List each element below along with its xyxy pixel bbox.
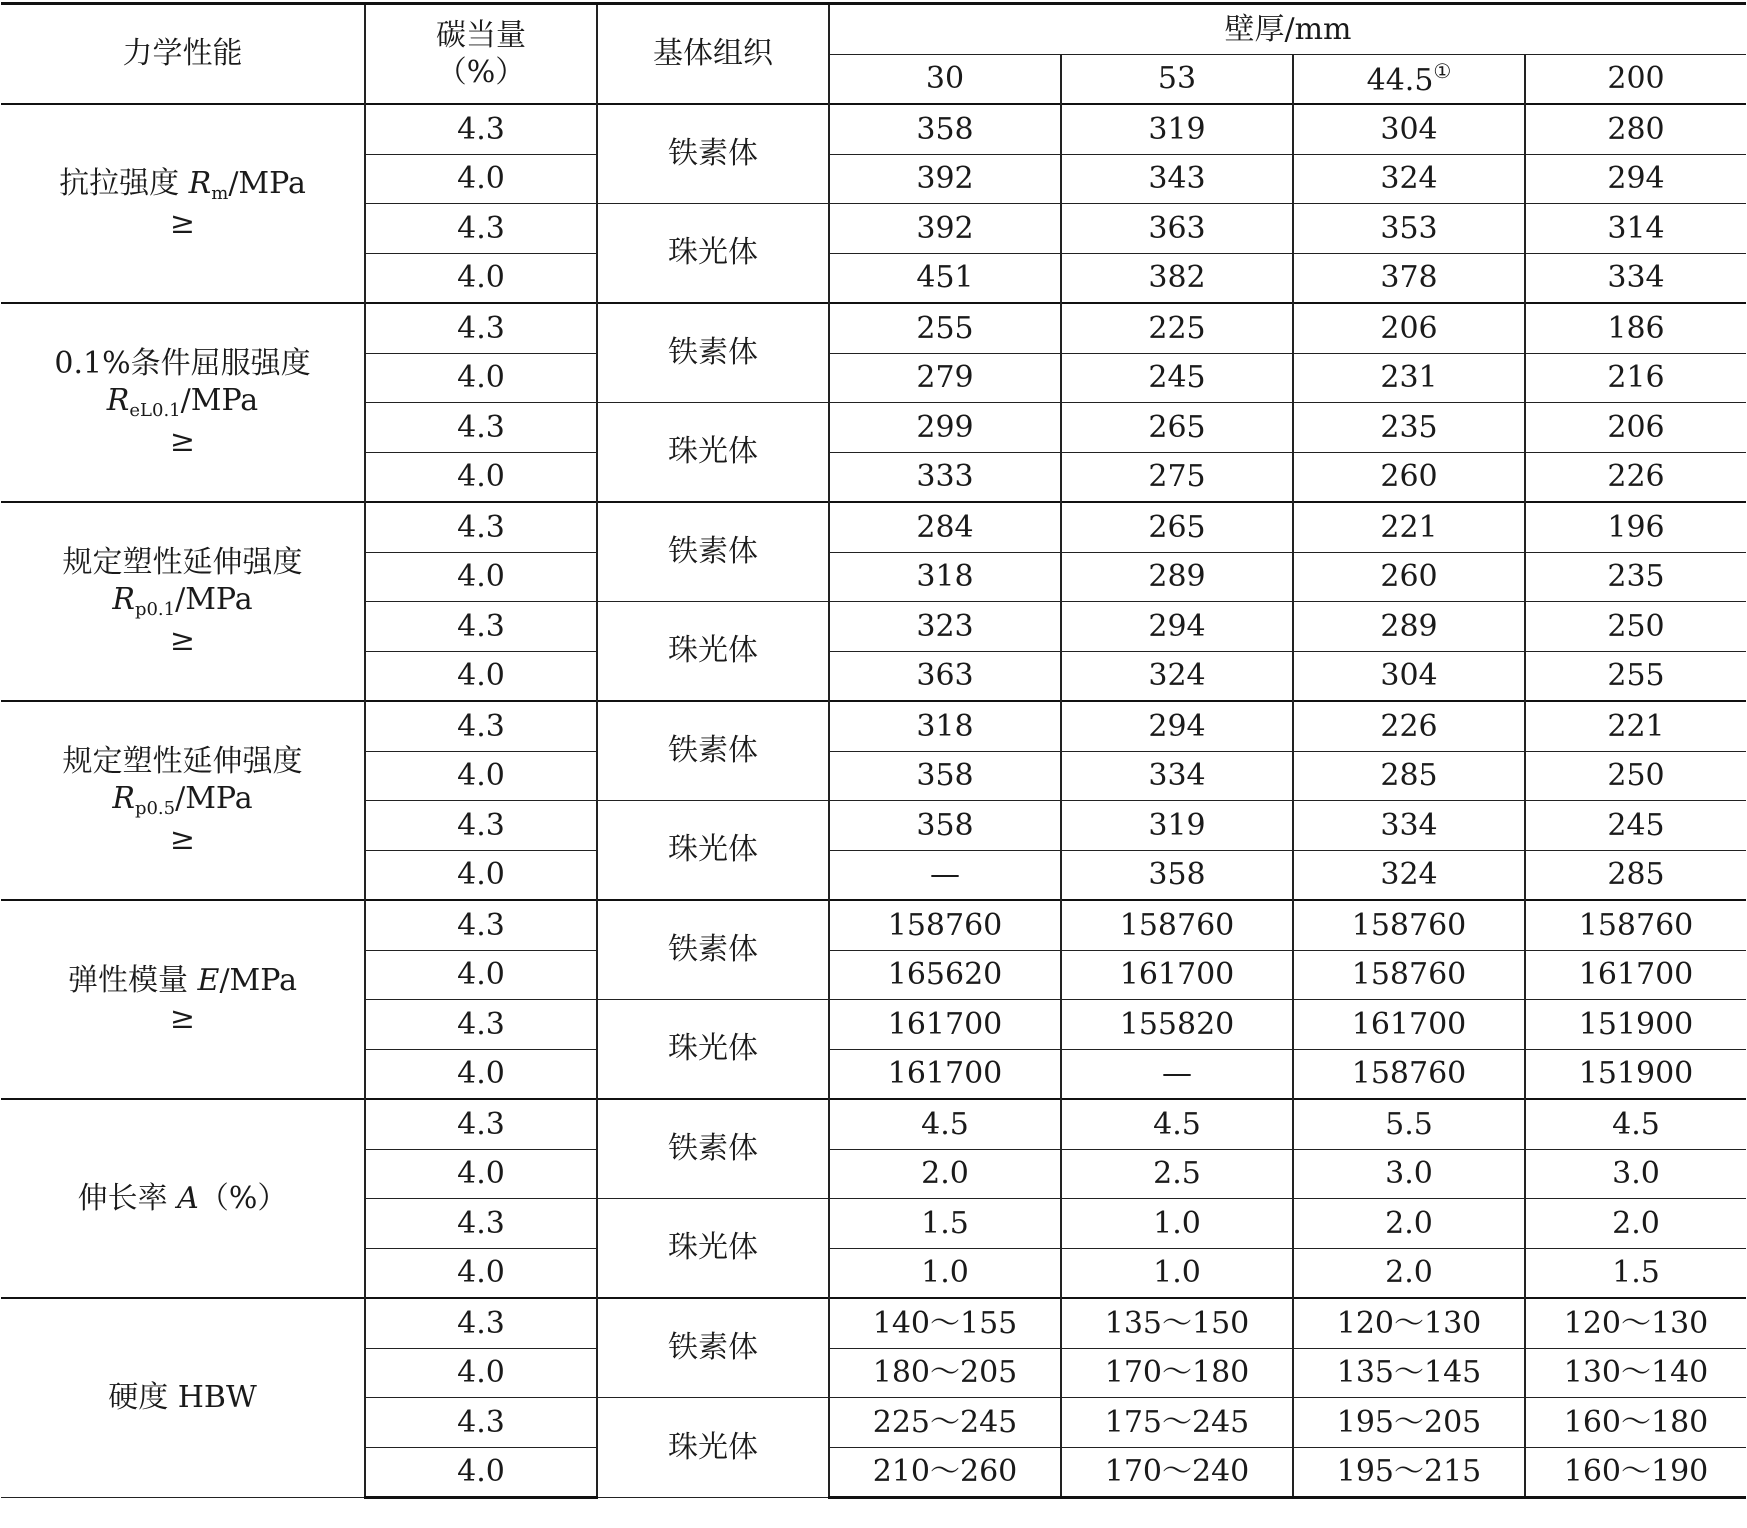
- value-cell: 363: [829, 651, 1061, 701]
- matrix-cell: 珠光体: [597, 403, 829, 503]
- property-name: 硬度 HBW: [108, 1380, 257, 1416]
- value-cell: 1.5: [829, 1199, 1061, 1249]
- value-cell: 382: [1061, 253, 1293, 303]
- carbon-equivalent-cell: 4.0: [365, 1248, 597, 1298]
- matrix-cell: 珠光体: [597, 602, 829, 702]
- value-cell: 265: [1061, 403, 1293, 453]
- property-subscript: p0.1: [134, 599, 176, 621]
- value-cell: 358: [829, 801, 1061, 851]
- value-cell: 260: [1293, 452, 1525, 502]
- value-cell: 1.5: [1525, 1248, 1746, 1298]
- value-cell: 221: [1293, 502, 1525, 552]
- value-cell: 160～180: [1525, 1398, 1746, 1448]
- value-cell: 206: [1293, 303, 1525, 353]
- carbon-equivalent-cell: 4.0: [365, 751, 597, 801]
- matrix-cell: 珠光体: [597, 801, 829, 901]
- value-cell: 210～260: [829, 1447, 1061, 1498]
- table-body: [1, 104, 1746, 1498]
- property-symbol-line: [1, 962, 364, 1000]
- carbon-equivalent-cell: 4.3: [365, 1000, 597, 1050]
- thickness-value: 44.5: [1366, 62, 1434, 98]
- property-unit: /MPa: [180, 383, 259, 419]
- value-cell: 284: [829, 502, 1061, 552]
- matrix-cell: 珠光体: [597, 204, 829, 304]
- value-cell: —: [829, 850, 1061, 900]
- property-name: 规定塑性延伸强度: [62, 544, 303, 580]
- table-row: [1, 104, 1746, 154]
- carbon-equivalent-cell: 4.3: [365, 1099, 597, 1149]
- value-cell: 161700: [1061, 950, 1293, 1000]
- value-cell: 378: [1293, 253, 1525, 303]
- carbon-equivalent-cell: 4.3: [365, 1398, 597, 1448]
- value-cell: 158760: [1293, 950, 1525, 1000]
- value-cell: 245: [1525, 801, 1746, 851]
- header-carbon-equivalent-unit: （%）: [436, 55, 526, 90]
- value-cell: 2.0: [1293, 1248, 1525, 1298]
- value-cell: 4.5: [1061, 1099, 1293, 1149]
- carbon-equivalent-cell: 4.0: [365, 950, 597, 1000]
- value-cell: 2.0: [1525, 1199, 1746, 1249]
- property-symbol: A: [177, 1180, 199, 1216]
- value-cell: 161700: [1293, 1000, 1525, 1050]
- property-name: 规定塑性延伸强度: [62, 743, 303, 779]
- property-name: 伸长率: [77, 1180, 178, 1216]
- matrix-cell: 珠光体: [597, 1398, 829, 1498]
- table-row: [1, 701, 1746, 751]
- value-cell: 158760: [829, 900, 1061, 950]
- value-cell: 358: [829, 104, 1061, 154]
- matrix-cell: 铁素体: [597, 1099, 829, 1199]
- value-cell: 294: [1061, 602, 1293, 652]
- matrix-cell: 铁素体: [597, 1298, 829, 1398]
- header-property: [1, 4, 365, 105]
- property-symbol-line: [1, 382, 364, 423]
- property-unit: /MPa: [219, 963, 297, 998]
- value-cell: 186: [1525, 303, 1746, 353]
- carbon-equivalent-cell: 4.0: [365, 1447, 597, 1498]
- property-symbol: R: [112, 781, 135, 817]
- value-cell: 130～140: [1525, 1348, 1746, 1398]
- thickness-value: 53: [1157, 61, 1197, 96]
- property-label-cell: [1, 1099, 365, 1298]
- property-unit: /MPa: [228, 165, 306, 201]
- value-cell: 4.5: [829, 1099, 1061, 1149]
- header-thickness-200: [1525, 54, 1746, 104]
- property-unit: /MPa: [175, 582, 253, 618]
- value-cell: 3.0: [1525, 1149, 1746, 1199]
- value-cell: 216: [1525, 353, 1746, 403]
- matrix-cell: 铁素体: [597, 303, 829, 403]
- header-wall-thickness: [829, 4, 1746, 55]
- value-cell: 275: [1061, 452, 1293, 502]
- value-cell: 151900: [1525, 1000, 1746, 1050]
- matrix-cell: 铁素体: [597, 701, 829, 801]
- carbon-equivalent-cell: 4.0: [365, 452, 597, 502]
- ge-symbol: ≥: [169, 821, 196, 857]
- carbon-equivalent-cell: 4.0: [365, 1348, 597, 1398]
- property-label-cell: [1, 303, 365, 502]
- value-cell: 245: [1061, 353, 1293, 403]
- property-symbol-line: [1, 780, 364, 821]
- header-matrix-label: 基体组织: [653, 36, 773, 72]
- value-cell: 392: [829, 204, 1061, 254]
- header-matrix: [597, 4, 829, 105]
- value-cell: 294: [1061, 701, 1293, 751]
- header-thickness-30: [829, 54, 1061, 104]
- value-cell: 1.0: [1061, 1248, 1293, 1298]
- value-cell: 135～150: [1061, 1298, 1293, 1348]
- value-cell: 285: [1293, 751, 1525, 801]
- property-unit: /MPa: [175, 781, 253, 817]
- value-cell: 280: [1525, 104, 1746, 154]
- value-cell: 358: [1061, 850, 1293, 900]
- value-cell: 343: [1061, 154, 1293, 204]
- value-cell: 226: [1293, 701, 1525, 751]
- matrix-cell: 铁素体: [597, 502, 829, 602]
- header-carbon-equivalent: [365, 4, 597, 105]
- value-cell: 170～180: [1061, 1348, 1293, 1398]
- value-cell: 318: [829, 552, 1061, 602]
- value-cell: 323: [829, 602, 1061, 652]
- value-cell: 161700: [829, 1000, 1061, 1050]
- property-name: 抗拉强度: [59, 165, 189, 201]
- value-cell: 5.5: [1293, 1099, 1525, 1149]
- value-cell: 392: [829, 154, 1061, 204]
- property-label-cell: [1, 104, 365, 303]
- value-cell: 304: [1293, 104, 1525, 154]
- matrix-cell: 珠光体: [597, 1199, 829, 1299]
- value-cell: 161700: [829, 1049, 1061, 1099]
- carbon-equivalent-cell: 4.0: [365, 1149, 597, 1199]
- carbon-equivalent-cell: 4.3: [365, 602, 597, 652]
- value-cell: 1.0: [829, 1248, 1061, 1298]
- value-cell: 319: [1061, 801, 1293, 851]
- value-cell: 265: [1061, 502, 1293, 552]
- value-cell: 289: [1061, 552, 1293, 602]
- value-cell: 1.0: [1061, 1199, 1293, 1249]
- value-cell: 314: [1525, 204, 1746, 254]
- carbon-equivalent-cell: 4.3: [365, 403, 597, 453]
- property-symbol: R: [188, 165, 212, 201]
- table-row: [1, 303, 1746, 353]
- property-symbol: R: [106, 383, 130, 419]
- value-cell: 206: [1525, 403, 1746, 453]
- value-cell: 226: [1525, 452, 1746, 502]
- value-cell: 319: [1061, 104, 1293, 154]
- carbon-equivalent-cell: 4.0: [365, 552, 597, 602]
- value-cell: 279: [829, 353, 1061, 403]
- value-cell: 158760: [1293, 1049, 1525, 1099]
- value-cell: —: [1061, 1049, 1293, 1099]
- value-cell: 285: [1525, 850, 1746, 900]
- thickness-value: 30: [925, 61, 965, 96]
- property-name: 0.1%条件屈服强度: [54, 345, 311, 381]
- value-cell: 334: [1525, 253, 1746, 303]
- carbon-equivalent-cell: 4.0: [365, 1049, 597, 1099]
- value-cell: 235: [1293, 403, 1525, 453]
- value-cell: 175～245: [1061, 1398, 1293, 1448]
- value-cell: 235: [1525, 552, 1746, 602]
- value-cell: 318: [829, 701, 1061, 751]
- value-cell: 158760: [1061, 900, 1293, 950]
- value-cell: 3.0: [1293, 1149, 1525, 1199]
- carbon-equivalent-cell: 4.3: [365, 502, 597, 552]
- property-unit: （%）: [198, 1180, 288, 1216]
- value-cell: 151900: [1525, 1049, 1746, 1099]
- property-symbol-line: [1, 1180, 364, 1218]
- header-carbon-equivalent-label: 碳当量: [436, 17, 526, 53]
- carbon-equivalent-cell: 4.3: [365, 1199, 597, 1249]
- footnote-mark: ①: [1433, 58, 1452, 83]
- value-cell: 160～190: [1525, 1447, 1746, 1498]
- value-cell: 170～240: [1061, 1447, 1293, 1498]
- carbon-equivalent-cell: 4.3: [365, 104, 597, 154]
- value-cell: 140～155: [829, 1298, 1061, 1348]
- table-row: [1, 502, 1746, 552]
- value-cell: 260: [1293, 552, 1525, 602]
- value-cell: 250: [1525, 751, 1746, 801]
- value-cell: 353: [1293, 204, 1525, 254]
- value-cell: 334: [1061, 751, 1293, 801]
- carbon-equivalent-cell: 4.3: [365, 701, 597, 751]
- value-cell: 334: [1293, 801, 1525, 851]
- value-cell: 255: [1525, 651, 1746, 701]
- value-cell: 195～205: [1293, 1398, 1525, 1448]
- table-row: [1, 1298, 1746, 1348]
- ge-symbol: ≥: [169, 423, 196, 459]
- value-cell: 294: [1525, 154, 1746, 204]
- value-cell: 451: [829, 253, 1061, 303]
- ge-symbol: ≥: [169, 206, 196, 241]
- property-label-cell: [1, 900, 365, 1099]
- header-property-label: 力学性能: [122, 36, 243, 72]
- value-cell: 363: [1061, 204, 1293, 254]
- value-cell: 120～130: [1525, 1298, 1746, 1348]
- value-cell: 195～215: [1293, 1447, 1525, 1498]
- value-cell: 2.0: [829, 1149, 1061, 1199]
- carbon-equivalent-cell: 4.0: [365, 651, 597, 701]
- property-symbol: E: [197, 963, 220, 998]
- value-cell: 231: [1293, 353, 1525, 403]
- property-subscript: p0.5: [134, 798, 176, 820]
- value-cell: 120～130: [1293, 1298, 1525, 1348]
- carbon-equivalent-cell: 4.3: [365, 900, 597, 950]
- value-cell: 324: [1293, 850, 1525, 900]
- value-cell: 324: [1061, 651, 1293, 701]
- value-cell: 304: [1293, 651, 1525, 701]
- value-cell: 255: [829, 303, 1061, 353]
- value-cell: 324: [1293, 154, 1525, 204]
- value-cell: 4.5: [1525, 1099, 1746, 1149]
- value-cell: 158760: [1293, 900, 1525, 950]
- header-row-1: [1, 4, 1746, 55]
- value-cell: 158760: [1525, 900, 1746, 950]
- value-cell: 225: [1061, 303, 1293, 353]
- thickness-value: 200: [1607, 61, 1665, 96]
- carbon-equivalent-cell: 4.0: [365, 850, 597, 900]
- ge-symbol: ≥: [169, 622, 196, 658]
- value-cell: 333: [829, 452, 1061, 502]
- value-cell: 289: [1293, 602, 1525, 652]
- carbon-equivalent-cell: 4.3: [365, 303, 597, 353]
- property-symbol-line: [1, 581, 364, 622]
- header-wall-thickness-label: 壁厚/mm: [1224, 11, 1352, 47]
- property-name: 弹性模量: [67, 963, 198, 998]
- property-symbol-line: [1, 165, 364, 206]
- header-thickness-44-5: [1293, 54, 1525, 104]
- matrix-cell: 珠光体: [597, 1000, 829, 1100]
- property-label-cell: [1, 701, 365, 900]
- value-cell: 155820: [1061, 1000, 1293, 1050]
- property-label-cell: [1, 502, 365, 701]
- header-thickness-53: [1061, 54, 1293, 104]
- carbon-equivalent-cell: 4.3: [365, 801, 597, 851]
- carbon-equivalent-cell: 4.3: [365, 204, 597, 254]
- carbon-equivalent-cell: 4.0: [365, 253, 597, 303]
- mechanical-properties-table: [1, 2, 1746, 1499]
- carbon-equivalent-cell: 4.3: [365, 1298, 597, 1348]
- value-cell: 221: [1525, 701, 1746, 751]
- property-symbol: R: [112, 582, 135, 618]
- property-symbol-line: [1, 1379, 364, 1417]
- value-cell: 180～205: [829, 1348, 1061, 1398]
- value-cell: 135～145: [1293, 1348, 1525, 1398]
- table-row: [1, 1099, 1746, 1149]
- property-subscript: eL0.1: [129, 400, 181, 422]
- carbon-equivalent-cell: 4.0: [365, 154, 597, 204]
- value-cell: 2.5: [1061, 1149, 1293, 1199]
- value-cell: 299: [829, 403, 1061, 453]
- property-subscript: m: [211, 182, 229, 204]
- matrix-cell: 铁素体: [597, 900, 829, 1000]
- value-cell: 161700: [1525, 950, 1746, 1000]
- property-label-cell: [1, 1298, 365, 1498]
- value-cell: 165620: [829, 950, 1061, 1000]
- ge-symbol: ≥: [169, 1000, 196, 1036]
- value-cell: 250: [1525, 602, 1746, 652]
- value-cell: 196: [1525, 502, 1746, 552]
- table-row: [1, 900, 1746, 950]
- carbon-equivalent-cell: 4.0: [365, 353, 597, 403]
- value-cell: 2.0: [1293, 1199, 1525, 1249]
- value-cell: 358: [829, 751, 1061, 801]
- value-cell: 225～245: [829, 1398, 1061, 1448]
- matrix-cell: 铁素体: [597, 104, 829, 204]
